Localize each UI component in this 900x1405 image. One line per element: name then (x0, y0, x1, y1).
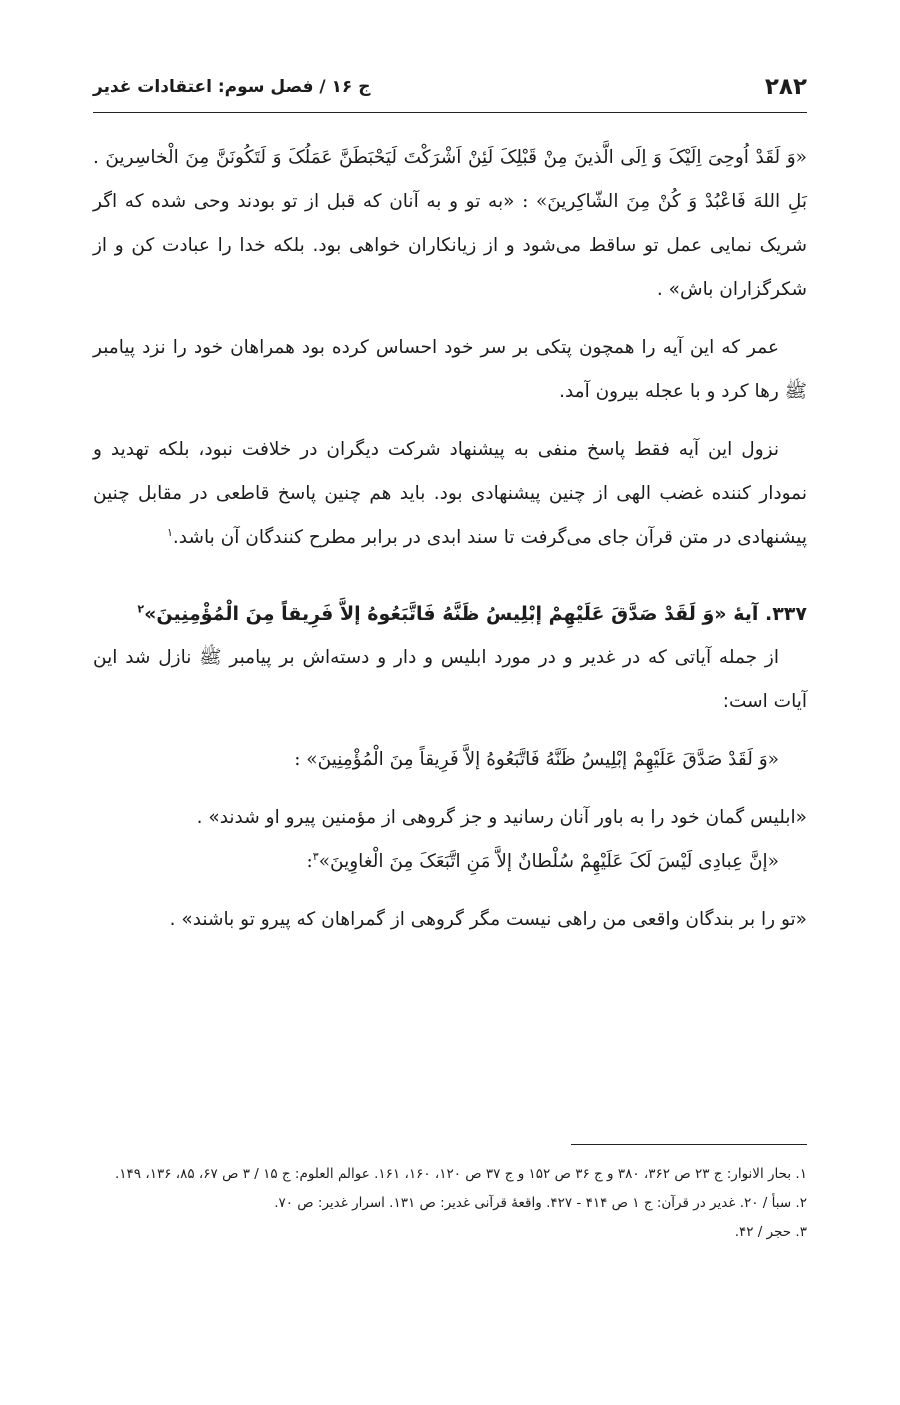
paragraph-3 (93, 428, 807, 560)
footnote-1: ۱. بحار الانوار: ج ۲۳ ص ۳۶۲، ۳۸۰ و ج ۳۶ ص ۱۵۲ و ج ۳۷ ص ۱۲۰، ۱۶۰، ۱۶۱. عوالم العلوم: ج ۱۵ / ۳ ص ۶۷، ۸۵، ۱۳۶، ۱۴۹. (114, 1166, 807, 1182)
verse-translation-2: «ابلیس گمان خود را به باور آنان رسانید و جز گروهی از مؤمنین پیرو او شدند» . (196, 807, 807, 828)
page-header (93, 62, 807, 113)
main-text (93, 136, 807, 942)
footnote-marker: ۳ (312, 849, 319, 863)
verse-tail: : (306, 851, 313, 872)
quran-verse-3-text: «إنَّ عِبادِی لَیْسَ لَکَ عَلَیْهِمْ سُلْطانٌ إلاَّ مَنِ اتَّبَعَکَ مِنَ الْغاوِینَ» (318, 851, 779, 872)
page-number: ۲۸۲ (764, 74, 807, 100)
footnote-3: ۳. حجر / ۴۲. (734, 1224, 807, 1240)
paragraph-1 (93, 136, 807, 312)
section-heading-text: ۳۳۷. آیهٔ «وَ لَقَدْ صَدَّقَ عَلَیْهِمْ إبْلِیسُ ظَنَّهُ فَاتَّبَعُوهُ إلاَّ فَرِیقاً مِنَ الْمُؤْمِنِینَ» (144, 603, 807, 625)
footnote-marker: ۱ (166, 525, 173, 539)
footnotes (93, 1160, 807, 1247)
footnote-2: ۲. سبأ / ۲۰. غدیر در قرآن: ج ۱ ص ۴۱۴ - ۴۲۷. واقعهٔ قرآنی غدیر: ص ۱۳۱. اسرار غدیر: ص ۷۰. (274, 1195, 807, 1211)
paragraph-2: عمر که این آیه را همچون پتکی بر سر خود احساس کرده بود همراهان خود را نزد پیامبر ﷺ رها کرد و با عجله بیرون آمد. (93, 337, 807, 402)
verse-translation-3: «تو را بر بندگان واقعی من راهی نیست مگر گروهی از گمراهان که پیرو تو باشند» . (169, 909, 807, 930)
paragraph-4: از جمله آیاتی که در غدیر و در مورد ابلیس و دار و دسته‌اش بر پیامبر ﷺ نازل شد این آیات است: (93, 647, 807, 712)
footnote-divider (571, 1144, 807, 1145)
running-title: ج ۱۶ / فصل سوم: اعتقادات غدیر (93, 77, 371, 97)
quran-verse-3 (93, 840, 807, 884)
quran-verse-2: «وَ لَقَدْ صَدَّقَ عَلَیْهِمْ إبْلِیسُ ظَنَّهُ فَاتَّبَعُوهُ إلاَّ فَرِیقاً مِنَ الْمُؤْمِنِینَ» : (294, 749, 779, 770)
verse-translation: «به تو و به آنان که قبل از تو بودند وحی شده که اگر شریک نمایی عمل تو ساقط می‌شود و از زیانکاران خواهی بود. بلکه خدا را عبادت کن و از شکرگزاران باش» . (93, 191, 807, 300)
paragraph-3-text: نزول این آیه فقط پاسخ منفی به پیشنهاد شرکت دیگران در خلافت نبود، بلکه تهدید و نمودار کننده غضب الهی از چنین پیشنهادی بود. باید هم چنین پاسخ قاطعی در مقابل چنین پیشنهادی در متن قرآن جای می‌گرفت تا سند ابدی در برابر مطرح کنندگان آن باشد. (93, 439, 807, 548)
quran-verse: «وَ لَقَدْ اُوحِیَ اِلَیْکَ وَ اِلَی الَّذینَ مِنْ قَبْلِکَ لَئِنْ اَشْرَکْتَ لَیَحْبَطَنَّ عَمَلُکَ وَ لَتَکُونَنَّ مِنَ الْخاسِرینَ . بَلِ اللهَ فَاعْبُدْ وَ کُنْ مِنَ الشّاکِرینَ» : (93, 147, 807, 212)
section-heading (93, 592, 807, 636)
footnote-marker: ۲ (137, 602, 145, 616)
